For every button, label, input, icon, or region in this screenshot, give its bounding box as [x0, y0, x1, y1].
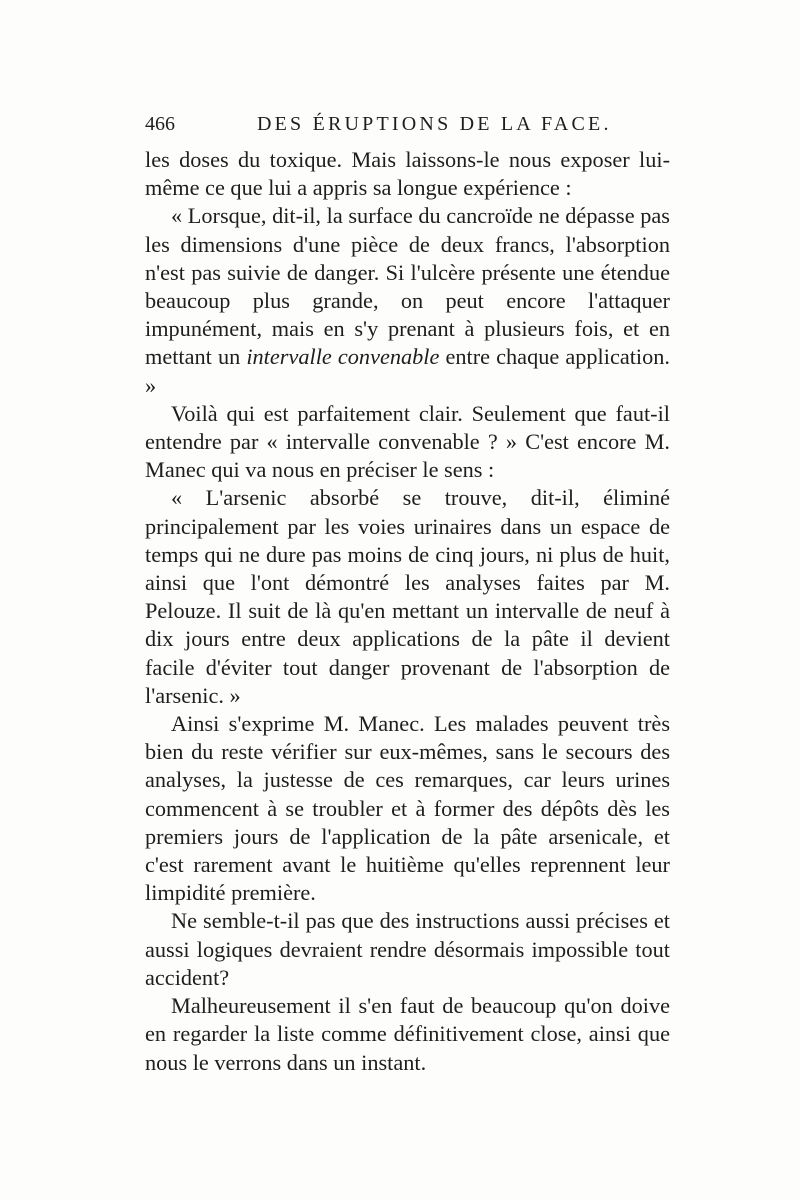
paragraph-quote-manec-1: [145, 202, 670, 399]
quote-text-end: entre chaque application. »: [145, 344, 670, 398]
italic-emphasis: intervalle convenable: [246, 344, 440, 370]
page-number: 466: [145, 113, 175, 135]
page-header: [145, 113, 670, 143]
paragraph-conclusion: Malheureusement il s'en faut de beaucoup qu'on doive en regarder la liste comme définitivement close, ainsi que nous le verrons dans un instant.: [145, 993, 670, 1075]
paragraph-commentary-1: Voilà qui est parfaitement clair. Seulement que faut-il entendre par « intervalle convenable ? » C'est encore M. Manec qui va nous en préciser le sens :: [145, 400, 670, 483]
quote-text-start: « Lorsque, dit-il, la surface du cancroïde ne dépasse pas les dimensions d'une pièce de deux francs, l'absorption n'est pas suivie de danger. Si l'ulcère présente une étendue beaucoup plus grande, on peut encore l'attaquer impunément, mais en s'y prenant à plusieurs fois, et en mettant un: [145, 203, 670, 370]
paragraph-continuation: les doses du toxique. Mais laissons-le nous exposer lui-même ce que lui a appris sa longue expérience :: [145, 147, 670, 201]
paragraph-quote-manec-2: « L'arsenic absorbé se trouve, dit-il, éliminé principalement par les voies urinaires dans un espace de temps qui ne dure pas moins de cinq jours, ni plus de huit, ainsi que l'ont démontré les analyses faites par M. Pelouze. Il suit de là qu'en mettant un intervalle de neuf à dix jours entre deux applications de la pâte il devient facile d'éviter tout danger provenant de l'absorption de l'arsenic. »: [145, 485, 670, 708]
paragraph-commentary-2: Ainsi s'exprime M. Manec. Les malades peuvent très bien du reste vérifier sur eux-mêmes, sans le secours des analyses, la justesse de ces remarques, car leurs urines commencent à se troubler et à former des dépôts dès les premiers jours de l'application de la pâte arsenicale, et c'est rarement avant le huitième qu'elles reprennent leur limpidité première.: [145, 711, 670, 906]
body-text: [145, 146, 670, 1077]
running-title: DES ÉRUPTIONS DE LA FACE.: [257, 113, 612, 135]
paragraph-question: Ne semble-t-il pas que des instructions aussi précises et aussi logiques devraient rendre désormais impossible tout accident?: [145, 908, 670, 990]
